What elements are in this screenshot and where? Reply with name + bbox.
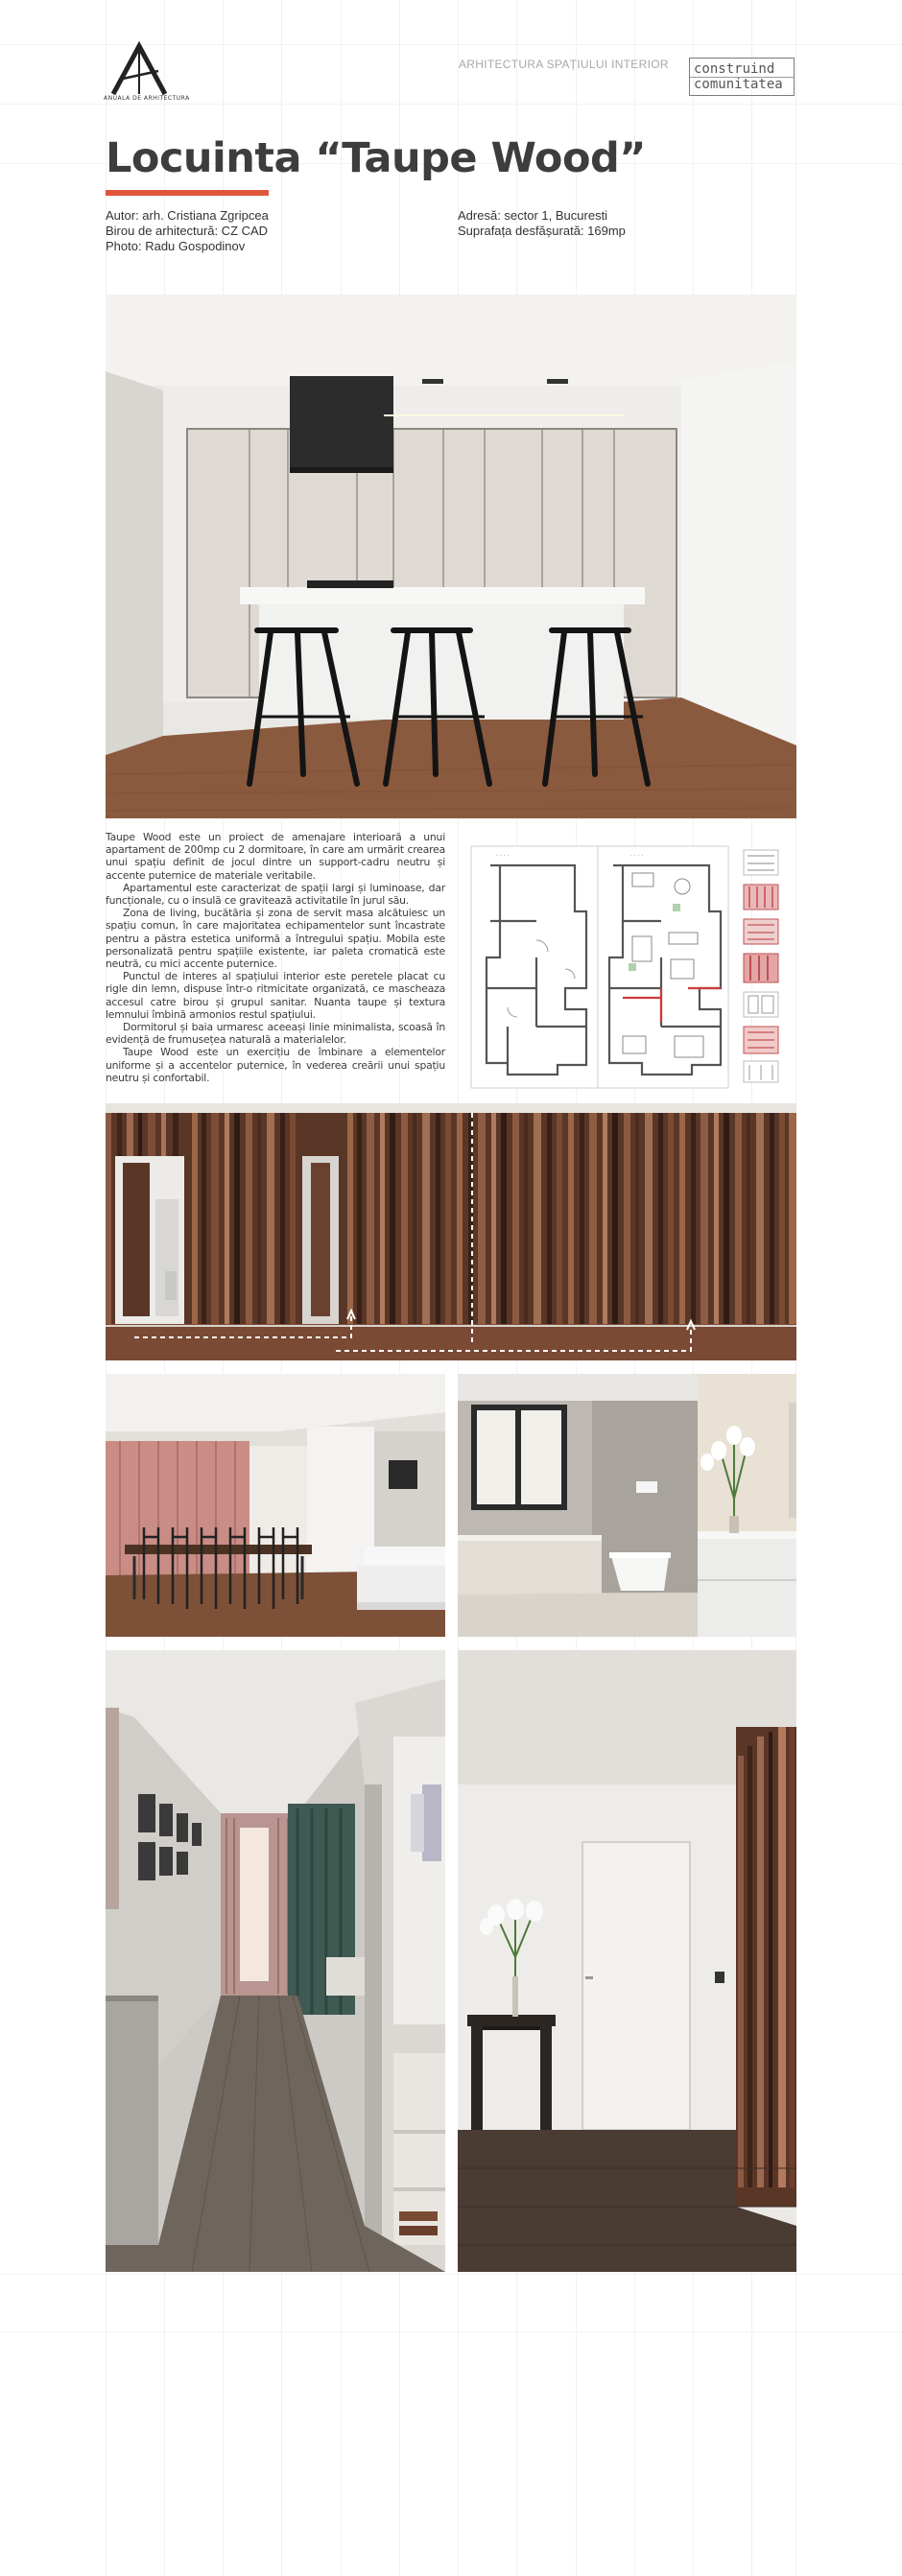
photo-bathroom xyxy=(458,1374,796,1637)
address-line: Adresă: sector 1, Bucuresti xyxy=(458,208,608,223)
photo-dining-area xyxy=(106,1374,445,1637)
page-title: Locuinta “Taupe Wood” xyxy=(106,134,647,182)
floor-plan-drawings xyxy=(469,844,795,1094)
credits-right xyxy=(458,208,626,239)
svg-text:· · · ·: · · · · xyxy=(630,853,644,860)
office-line: Birou de arhitectură: CZ CAD xyxy=(106,224,269,238)
author-line: Autor: arh. Cristiana Zgripcea xyxy=(106,208,269,223)
paragraph: Taupe Wood este un proiect de amenajare interioară a unui apartament de 200mp cu 2 dormitoare, în care am urmărit crearea unui spațiu definit de jocul dintre un support-cadru neutru și accente puternice de materiale veritabile. xyxy=(106,831,445,882)
area-line: Suprafața desfășurată: 169mp xyxy=(458,224,626,238)
photo-console-door xyxy=(458,1650,796,2272)
photo-hallway xyxy=(106,1650,445,2272)
credits-left xyxy=(106,208,269,254)
paragraph: Zona de living, bucătăria și zona de servit masa alcătuiesc un spațiu comun, în care majoritatea echipamentelor sunt încastrate pentru a păstra estetica uniformă a întregului spațiu. Mobila este personalizată pentru spațiile existente, iar paleta cromatică este neutră, cu mici accente puternice. xyxy=(106,907,445,971)
logo-caption: ANUALA DE ARHITECTURA xyxy=(104,95,190,102)
svg-text:· · · ·: · · · · xyxy=(496,853,510,860)
photo-wood-slat-wall xyxy=(106,1103,796,1360)
photo-kitchen xyxy=(106,295,796,818)
photo-credit-line: Photo: Radu Gospodinov xyxy=(106,239,246,253)
title-underline xyxy=(106,190,269,196)
section-label: ARHITECTURA SPAȚIULUI INTERIOR xyxy=(459,58,669,71)
brand-line-2: comunitatea xyxy=(694,77,783,92)
paragraph: Taupe Wood este un exercițiu de îmbinare a elementelor uniforme și a accentelor puternice, în vederea creării unui spațiu neutru și confortabil. xyxy=(106,1046,445,1084)
article-body xyxy=(106,831,445,1084)
paragraph: Apartamentul este caracterizat de spații largi și luminoase, dar funcționale, cu o insulă ce gravitează activitatile în jurul său. xyxy=(106,881,445,908)
paragraph: Dormitorul și baia urmaresc aceeași linie minimalista, scoasă în evidență de frumusețea naturală a materialelor. xyxy=(106,1021,445,1047)
paragraph: Punctul de interes al spațiului interior este peretele placat cu rigle din lemn, dispuse într-o ritmicitate organizată, ce mascheaza accesul catre birou și grupul sanitar. Nuanta taupe și textura lemnului îmbină armonios restul spațiului. xyxy=(106,970,445,1021)
brand-line-1: construind xyxy=(694,61,775,77)
brand-logo xyxy=(689,58,795,96)
